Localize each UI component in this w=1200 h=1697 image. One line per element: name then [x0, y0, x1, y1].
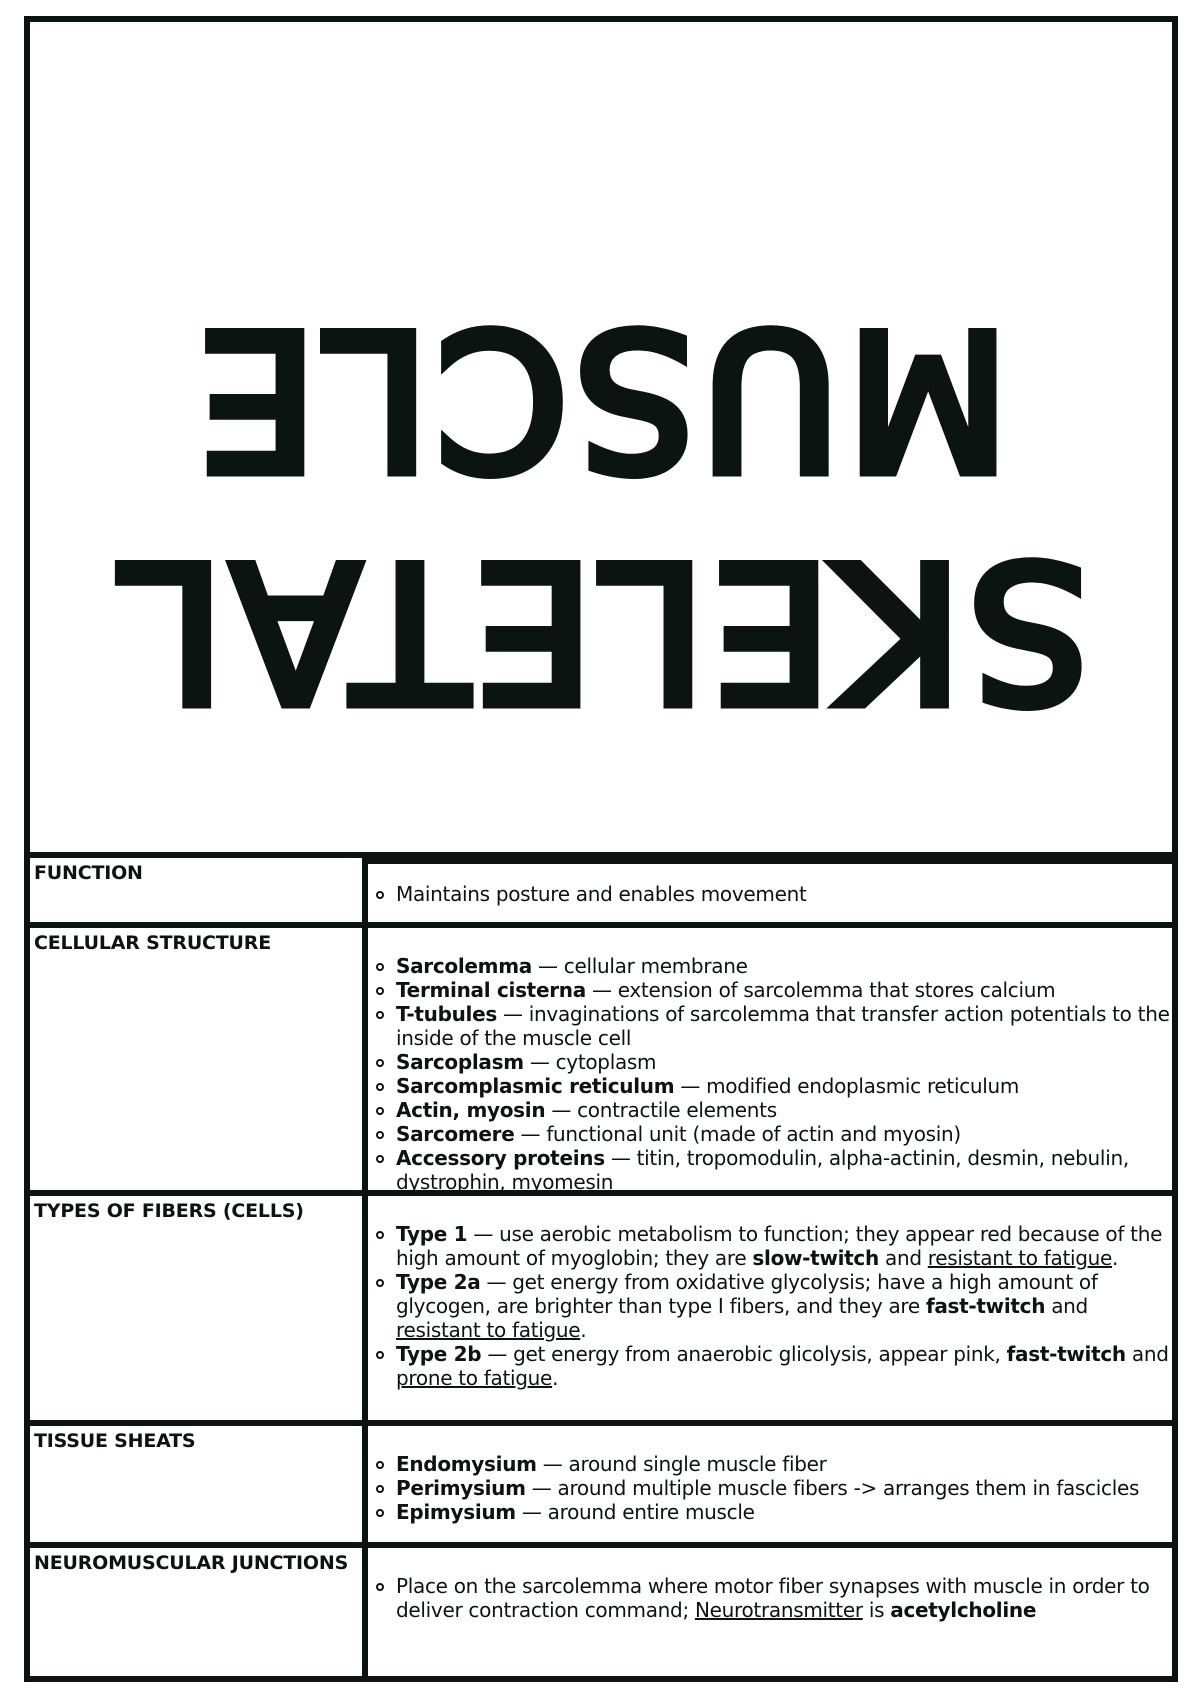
notes-table — [30, 858, 1172, 1676]
row-function — [30, 858, 1172, 928]
row-types-of-fibers — [30, 1196, 1172, 1426]
row-content — [368, 1196, 1172, 1420]
list-item: Place on the sarcolemma where motor fiber synapses with muscle in order to deliver contraction command; Neurotransmitter is acetylcholine — [368, 1574, 1172, 1622]
list-item: Terminal cisterna — extension of sarcolemma that stores calcium — [368, 978, 1172, 1002]
row-content — [368, 858, 1172, 922]
row-content — [368, 928, 1172, 1194]
list-item: Epimysium — around entire muscle — [368, 1500, 1172, 1524]
row-tissue-sheats — [30, 1426, 1172, 1548]
list-item: Perimysium — around multiple muscle fibers -> arranges them in fascicles — [368, 1476, 1172, 1500]
row-content — [368, 1548, 1172, 1682]
note-card — [24, 16, 1178, 1682]
row-neuromuscular-junctions — [30, 1548, 1172, 1682]
label-neuromuscular-junctions: NEUROMUSCULAR JUNCTIONS — [34, 1552, 349, 1574]
list-item: Sarcoplasm — cytoplasm — [368, 1050, 1172, 1074]
label-cellular-structure: CELLULAR STRUCTURE — [34, 932, 271, 954]
page-title — [30, 282, 1172, 746]
row-content — [368, 1426, 1172, 1542]
list-item: Sarcomplasmic reticulum — modified endoplasmic reticulum — [368, 1074, 1172, 1098]
row-label — [30, 1548, 368, 1682]
list-item: Type 1 — use aerobic metabolism to function; they appear red because of the high amount of myoglobin; they are slow-twitch and resistant to fatigue. — [368, 1222, 1172, 1270]
list-item: Accessory proteins — titin, tropomodulin, alpha-actinin, desmin, nebulin, dystrophin, myomesin — [368, 1146, 1172, 1194]
row-label — [30, 858, 368, 922]
list-item: Maintains posture and enables movement — [368, 882, 1172, 906]
list-item: Sarcomere — functional unit (made of actin and myosin) — [368, 1122, 1172, 1146]
row-label — [30, 1426, 368, 1542]
row-label — [30, 928, 368, 1190]
title-line-1: SKELETAL — [112, 520, 1090, 741]
list-item: Sarcolemma — cellular membrane — [368, 954, 1172, 978]
list-item: Type 2a — get energy from oxidative glycolysis; have a high amount of glycogen, are brighter than type I fibers, and they are fast-twitch and resistant to fatigue. — [368, 1270, 1172, 1342]
title-panel — [30, 22, 1172, 858]
row-label — [30, 1196, 368, 1420]
list-item: T-tubules — invaginations of sarcolemma that transfer action potentials to the inside of the muscle cell — [368, 1002, 1172, 1050]
title-line-2: MUSCLE — [191, 288, 1011, 509]
row-cellular-structure — [30, 928, 1172, 1196]
list-item: Endomysium — around single muscle fiber — [368, 1452, 1172, 1476]
list-item: Actin, myosin — contractile elements — [368, 1098, 1172, 1122]
label-function: FUNCTION — [34, 862, 143, 884]
list-item: Type 2b — get energy from anaerobic glicolysis, appear pink, fast-twitch and prone to fatigue. — [368, 1342, 1172, 1390]
label-types-of-fibers: TYPES OF FIBERS (CELLS) — [34, 1200, 304, 1222]
label-tissue-sheats: TISSUE SHEATS — [34, 1430, 196, 1452]
